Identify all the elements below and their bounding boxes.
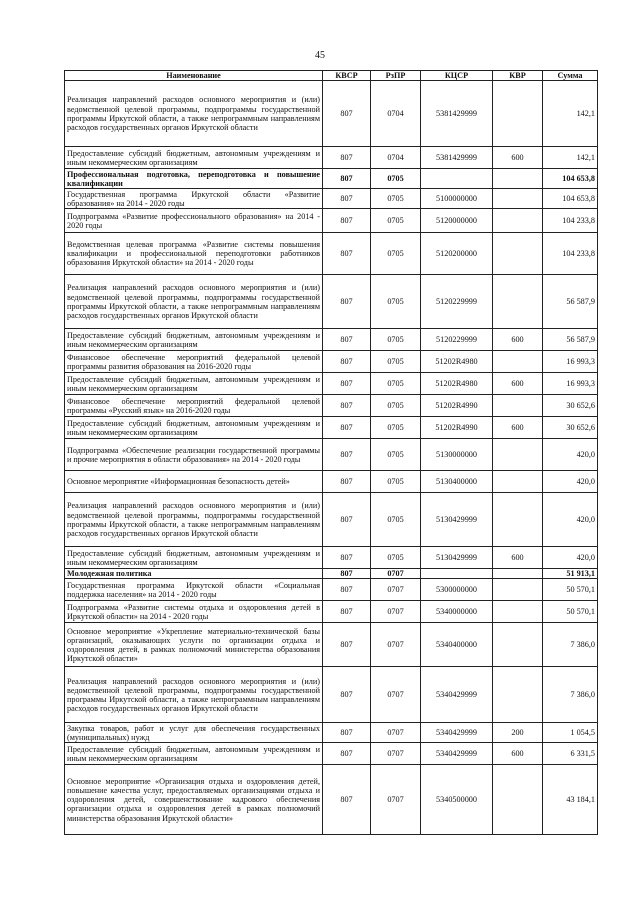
table-row xyxy=(65,329,598,351)
row-sum-cell: 7 386,0 xyxy=(543,623,598,667)
row-kvsr-cell: 807 xyxy=(323,147,371,169)
row-rzpr-cell: 0705 xyxy=(371,373,421,395)
row-kcsr-cell: 51202R4980 xyxy=(421,351,493,373)
row-sum-cell: 142,1 xyxy=(543,147,598,169)
row-sum-cell: 56 587,9 xyxy=(543,329,598,351)
row-kvsr-cell: 807 xyxy=(323,743,371,765)
row-sum-cell: 104 653,8 xyxy=(543,189,598,209)
row-kcsr-cell xyxy=(421,169,493,189)
row-name-cell: Молодежная политика xyxy=(65,569,323,579)
row-rzpr-cell: 0705 xyxy=(371,329,421,351)
row-kvsr-cell: 807 xyxy=(323,667,371,723)
row-sum-cell: 30 652,6 xyxy=(543,417,598,439)
table-row xyxy=(65,417,598,439)
header-rzpr: РзПР xyxy=(371,71,421,81)
table-row xyxy=(65,395,598,417)
row-rzpr-cell: 0705 xyxy=(371,351,421,373)
row-kvsr-cell: 807 xyxy=(323,471,371,493)
table-row xyxy=(65,667,598,723)
table-row xyxy=(65,439,598,471)
row-kcsr-cell: 5120000000 xyxy=(421,209,493,233)
table-row xyxy=(65,81,598,147)
table-row xyxy=(65,743,598,765)
row-kvr-cell xyxy=(493,439,543,471)
row-kvr-cell: 200 xyxy=(493,723,543,743)
row-rzpr-cell: 0707 xyxy=(371,601,421,623)
row-sum-cell: 7 386,0 xyxy=(543,667,598,723)
row-kvsr-cell: 807 xyxy=(323,373,371,395)
row-kvsr-cell: 807 xyxy=(323,233,371,275)
table-row xyxy=(65,579,598,601)
row-sum-cell: 104 653,8 xyxy=(543,169,598,189)
row-kcsr-cell: 5130429999 xyxy=(421,547,493,569)
table-row xyxy=(65,147,598,169)
row-kvsr-cell: 807 xyxy=(323,579,371,601)
row-kcsr-cell: 5130000000 xyxy=(421,439,493,471)
row-name-cell: Основное мероприятие «Укрепление материально-технической базы организаций, оказывающих услуги по организации отдыха и оздоровления детей, в рамках полномочий министерства образования Иркутской области» xyxy=(65,623,323,667)
row-name-cell: Ведомственная целевая программа «Развитие системы повышения квалификации и профессиональной переподготовки работников образования Иркутской области» на 2014 - 2020 годы xyxy=(65,233,323,275)
row-kcsr-cell: 5120200000 xyxy=(421,233,493,275)
table-row xyxy=(65,601,598,623)
row-kcsr-cell: 5130400000 xyxy=(421,471,493,493)
row-name-cell: Предоставление субсидий бюджетным, автономным учреждениям и иным некоммерческим организациям xyxy=(65,373,323,395)
header-kvr: КВР xyxy=(493,71,543,81)
row-rzpr-cell: 0707 xyxy=(371,765,421,835)
table-row xyxy=(65,275,598,329)
row-kcsr-cell: 5120229999 xyxy=(421,329,493,351)
row-kvr-cell xyxy=(493,209,543,233)
row-kcsr-cell: 5130429999 xyxy=(421,493,493,547)
row-kvr-cell xyxy=(493,569,543,579)
row-rzpr-cell: 0705 xyxy=(371,471,421,493)
header-kcsr: КЦСР xyxy=(421,71,493,81)
row-kvr-cell: 600 xyxy=(493,147,543,169)
row-kvr-cell xyxy=(493,667,543,723)
table-row xyxy=(65,209,598,233)
row-kcsr-cell: 5300000000 xyxy=(421,579,493,601)
table-row xyxy=(65,233,598,275)
row-name-cell: Подпрограмма «Развитие системы отдыха и оздоровления детей в Иркутской области» на 2014 - 2020 годы xyxy=(65,601,323,623)
row-rzpr-cell: 0705 xyxy=(371,275,421,329)
row-rzpr-cell: 0704 xyxy=(371,81,421,147)
row-sum-cell: 420,0 xyxy=(543,547,598,569)
row-kvsr-cell: 807 xyxy=(323,189,371,209)
row-rzpr-cell: 0705 xyxy=(371,439,421,471)
row-kvsr-cell: 807 xyxy=(323,351,371,373)
row-sum-cell: 420,0 xyxy=(543,493,598,547)
row-kcsr-cell: 5381429999 xyxy=(421,81,493,147)
row-rzpr-cell: 0707 xyxy=(371,569,421,579)
row-kcsr-cell: 5340429999 xyxy=(421,723,493,743)
row-name-cell: Государственная программа Иркутской области «Социальная поддержка населения» на 2014 - 2020 годы xyxy=(65,579,323,601)
row-name-cell: Предоставление субсидий бюджетным, автономным учреждениям и иным некоммерческим организациям xyxy=(65,743,323,765)
row-rzpr-cell: 0705 xyxy=(371,189,421,209)
row-kvr-cell xyxy=(493,395,543,417)
row-name-cell: Финансовое обеспечение мероприятий федеральной целевой программы «Русский язык» на 2016-2020 годы xyxy=(65,395,323,417)
row-kvr-cell: 600 xyxy=(493,329,543,351)
table-header-row xyxy=(65,71,598,81)
row-rzpr-cell: 0707 xyxy=(371,667,421,723)
row-kvsr-cell: 807 xyxy=(323,209,371,233)
table-row xyxy=(65,765,598,835)
row-kvr-cell xyxy=(493,765,543,835)
row-kvsr-cell: 807 xyxy=(323,417,371,439)
row-rzpr-cell: 0705 xyxy=(371,493,421,547)
table-row xyxy=(65,189,598,209)
row-kcsr-cell xyxy=(421,569,493,579)
row-kcsr-cell: 5120229999 xyxy=(421,275,493,329)
table-row xyxy=(65,373,598,395)
row-sum-cell: 16 993,3 xyxy=(543,373,598,395)
table-row xyxy=(65,169,598,189)
row-kvsr-cell: 807 xyxy=(323,601,371,623)
row-rzpr-cell: 0707 xyxy=(371,743,421,765)
row-name-cell: Предоставление субсидий бюджетным, автономным учреждениям и иным некоммерческим организациям xyxy=(65,147,323,169)
row-rzpr-cell: 0705 xyxy=(371,547,421,569)
row-kvr-cell: 600 xyxy=(493,547,543,569)
row-kvr-cell xyxy=(493,275,543,329)
row-sum-cell: 43 184,1 xyxy=(543,765,598,835)
row-kvr-cell xyxy=(493,471,543,493)
row-name-cell: Реализация направлений расходов основного мероприятия и (или) ведомственной целевой программы, подпрограммы государственной программы Иркутской области, а также непрограммным направлениям расходов государственных органов Иркутской области xyxy=(65,493,323,547)
row-kvr-cell: 600 xyxy=(493,373,543,395)
table-row xyxy=(65,723,598,743)
row-sum-cell: 56 587,9 xyxy=(543,275,598,329)
row-kvr-cell xyxy=(493,351,543,373)
row-kcsr-cell: 51202R4990 xyxy=(421,395,493,417)
row-sum-cell: 104 233,8 xyxy=(543,209,598,233)
row-name-cell: Профессиональная подготовка, переподготовка и повышение квалификации xyxy=(65,169,323,189)
row-name-cell: Предоставление субсидий бюджетным, автономным учреждениям и иным некоммерческим организациям xyxy=(65,329,323,351)
row-sum-cell: 104 233,8 xyxy=(543,233,598,275)
row-name-cell: Финансовое обеспечение мероприятий федеральной целевой программы развития образования на 2016-2020 годы xyxy=(65,351,323,373)
row-rzpr-cell: 0707 xyxy=(371,623,421,667)
row-kvsr-cell: 807 xyxy=(323,439,371,471)
header-kvsr: КВСР xyxy=(323,71,371,81)
row-name-cell: Реализация направлений расходов основного мероприятия и (или) ведомственной целевой программы, подпрограммы государственной программы Иркутской области, а также непрограммным направлениям расходов государственных органов Иркутской области xyxy=(65,275,323,329)
row-kcsr-cell: 5340429999 xyxy=(421,743,493,765)
row-kvsr-cell: 807 xyxy=(323,765,371,835)
row-name-cell: Реализация направлений расходов основного мероприятия и (или) ведомственной целевой программы, подпрограммы государственной программы Иркутской области, а также непрограммным направлениям расходов государственных органов Иркутской области xyxy=(65,667,323,723)
row-sum-cell: 420,0 xyxy=(543,471,598,493)
page-number: 45 xyxy=(315,50,325,61)
row-kvr-cell xyxy=(493,189,543,209)
row-kvr-cell xyxy=(493,169,543,189)
row-sum-cell: 51 913,1 xyxy=(543,569,598,579)
row-name-cell: Основное мероприятие «Организация отдыха и оздоровления детей, повышение качества услуг, предоставляемых организациями отдыха и оздоровления детей, совершенствование кадрового обеспечения организации отдыха и оздоровления детей в рамках полномочий министерства образования Иркутской области» xyxy=(65,765,323,835)
row-rzpr-cell: 0705 xyxy=(371,417,421,439)
budget-table xyxy=(64,70,598,835)
row-rzpr-cell: 0704 xyxy=(371,147,421,169)
table-row xyxy=(65,569,598,579)
row-kvr-cell xyxy=(493,579,543,601)
row-kvr-cell xyxy=(493,81,543,147)
row-kcsr-cell: 51202R4990 xyxy=(421,417,493,439)
row-kvsr-cell: 807 xyxy=(323,547,371,569)
table-body xyxy=(65,81,598,835)
row-rzpr-cell: 0705 xyxy=(371,233,421,275)
row-sum-cell: 30 652,6 xyxy=(543,395,598,417)
row-kcsr-cell: 5100000000 xyxy=(421,189,493,209)
row-rzpr-cell: 0705 xyxy=(371,209,421,233)
row-name-cell: Основное мероприятие «Информационная безопасность детей» xyxy=(65,471,323,493)
row-kvsr-cell: 807 xyxy=(323,395,371,417)
row-name-cell: Закупка товаров, работ и услуг для обеспечения государственных (муниципальных) нужд xyxy=(65,723,323,743)
table-row xyxy=(65,471,598,493)
row-kcsr-cell: 5340400000 xyxy=(421,623,493,667)
row-rzpr-cell: 0707 xyxy=(371,723,421,743)
row-kvr-cell: 600 xyxy=(493,417,543,439)
table-row xyxy=(65,351,598,373)
row-kvsr-cell: 807 xyxy=(323,169,371,189)
header-name: Наименование xyxy=(65,71,323,81)
row-kvsr-cell: 807 xyxy=(323,569,371,579)
row-rzpr-cell: 0705 xyxy=(371,395,421,417)
row-name-cell: Реализация направлений расходов основного мероприятия и (или) ведомственной целевой программы, подпрограммы государственной программы Иркутской области, а также непрограммным направлениям расходов государственных органов Иркутской области xyxy=(65,81,323,147)
table-row xyxy=(65,493,598,547)
row-kvsr-cell: 807 xyxy=(323,275,371,329)
row-name-cell: Предоставление субсидий бюджетным, автономным учреждениям и иным некоммерческим организациям xyxy=(65,417,323,439)
table-row xyxy=(65,547,598,569)
row-kvsr-cell: 807 xyxy=(323,329,371,351)
row-sum-cell: 6 331,5 xyxy=(543,743,598,765)
table-row xyxy=(65,623,598,667)
row-sum-cell: 16 993,3 xyxy=(543,351,598,373)
row-kvr-cell xyxy=(493,623,543,667)
row-kcsr-cell: 5340500000 xyxy=(421,765,493,835)
header-sum: Сумма xyxy=(543,71,598,81)
row-kcsr-cell: 5340429999 xyxy=(421,667,493,723)
row-kvr-cell xyxy=(493,601,543,623)
row-kvr-cell xyxy=(493,493,543,547)
row-sum-cell: 142,1 xyxy=(543,81,598,147)
row-kcsr-cell: 5340000000 xyxy=(421,601,493,623)
row-kvsr-cell: 807 xyxy=(323,623,371,667)
row-kvr-cell xyxy=(493,233,543,275)
row-sum-cell: 1 054,5 xyxy=(543,723,598,743)
row-rzpr-cell: 0705 xyxy=(371,169,421,189)
row-name-cell: Предоставление субсидий бюджетным, автономным учреждениям и иным некоммерческим организациям xyxy=(65,547,323,569)
row-kvsr-cell: 807 xyxy=(323,81,371,147)
row-kvsr-cell: 807 xyxy=(323,493,371,547)
row-kcsr-cell: 51202R4980 xyxy=(421,373,493,395)
row-name-cell: Государственная программа Иркутской области «Развитие образования» на 2014 - 2020 годы xyxy=(65,189,323,209)
row-sum-cell: 50 570,1 xyxy=(543,601,598,623)
row-name-cell: Подпрограмма «Развитие профессионального образования» на 2014 - 2020 годы xyxy=(65,209,323,233)
row-name-cell: Подпрограмма «Обеспечение реализации государственной программы и прочие мероприятия в области образования» на 2014 - 2020 годы xyxy=(65,439,323,471)
row-kcsr-cell: 5381429999 xyxy=(421,147,493,169)
row-rzpr-cell: 0707 xyxy=(371,579,421,601)
row-sum-cell: 420,0 xyxy=(543,439,598,471)
row-kvr-cell: 600 xyxy=(493,743,543,765)
row-sum-cell: 50 570,1 xyxy=(543,579,598,601)
row-kvsr-cell: 807 xyxy=(323,723,371,743)
